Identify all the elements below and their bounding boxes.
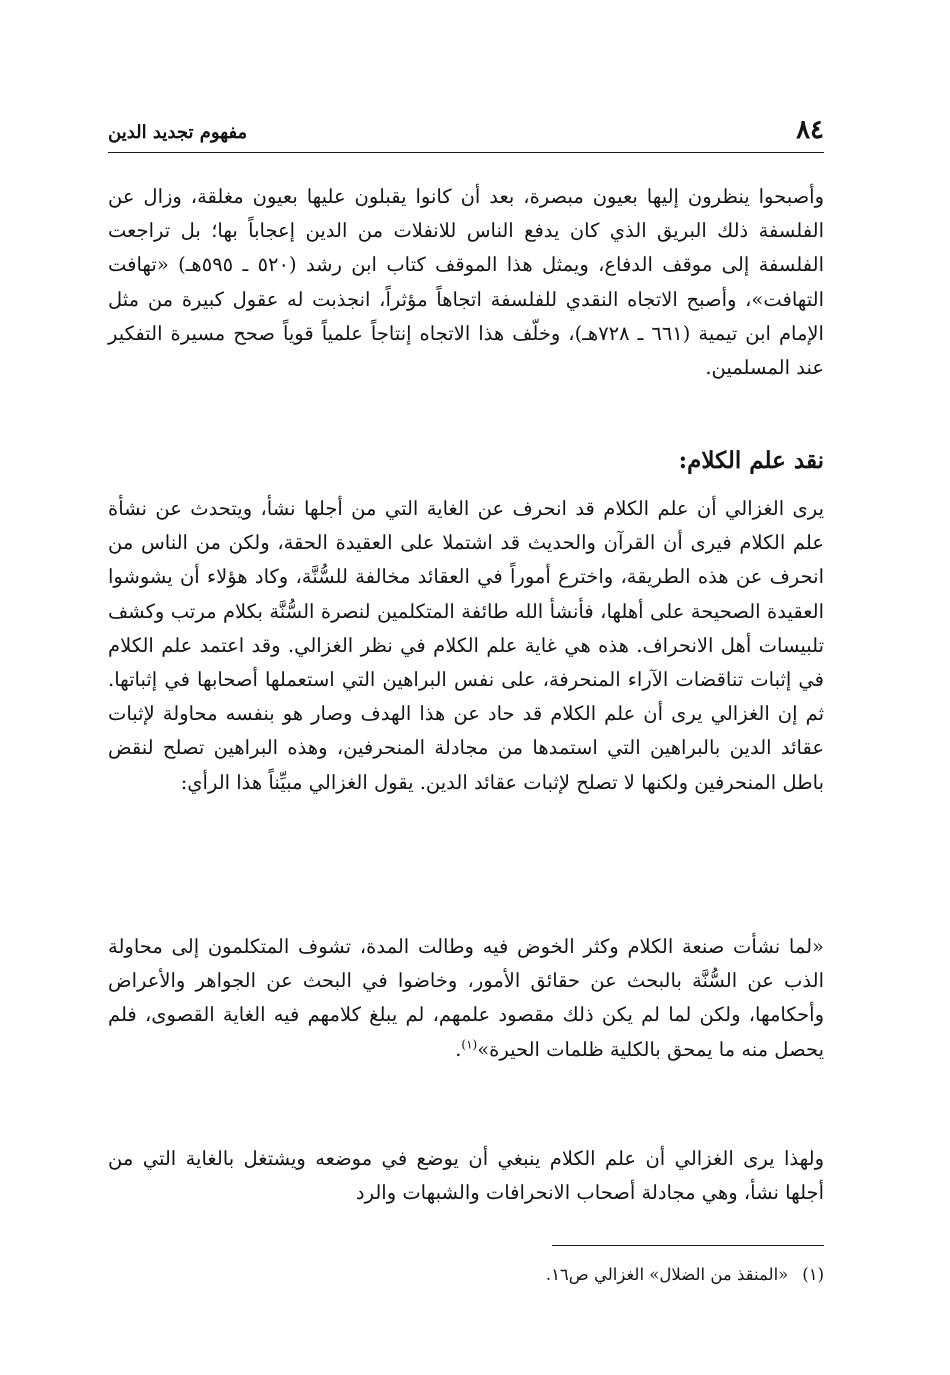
running-header xyxy=(108,112,824,153)
quotation-text: «لما نشأت صنعة الكلام وكثر الخوض فيه وطالت المدة، تشوف المتكلمون إلى محاولة الذب عن السُّنَّة بالبحث عن حقائق الأمور، وخاضوا في البحث عن الجواهر والأعراض وأحكامها، ولكن لما لم يكن ذلك مقصود علمهم، لم يبلغ كلامهم فيه الغاية القصوى، فلم يحصل منه ما يمحق بالكلية ظلمات الحيرة» xyxy=(108,935,824,1061)
footnote-number: (١) xyxy=(802,1265,824,1284)
footnote-divider xyxy=(552,1245,824,1246)
quotation-end: . xyxy=(455,1037,462,1061)
footnote-reference[interactable]: (١) xyxy=(461,1037,478,1052)
running-title: مفهوم تجديد الدين xyxy=(108,122,248,143)
paragraph-ghazali-kalam: يرى الغزالي أن علم الكلام قد انحرف عن الغاية التي من أجلها نشأ، ويتحدث عن نشأة علم الكلام فيرى أن القرآن والحديث قد اشتملا على العقيدة الحقة، ولكن من الناس من انحرف عن هذه الطريقة، واخترع أموراً في العقائد مخالفة للسُّنَّة، وكاد هؤلاء أن يشوشوا العقيدة الصحيحة على أهلها، فأنشأ الله طائفة المتكلمين لنصرة السُّنَّة بكلام مرتب وكشف تلبيسات أهل الانحراف. هذه هي غاية علم الكلام في نظر الغزالي. وقد اعتمد علم الكلام في إثبات تناقضات الآراء المنحرفة، على نفس البراهين التي استعملها أصحابها في إثباتها. ثم إن الغزالي يرى أن علم الكلام قد حاد عن هذا الهدف وصار هو بنفسه محاولة لإثبات عقائد الدين بالبراهين التي استمدها من مجادلة المنحرفين، وهذه البراهين تصلح لنقض باطل المنحرفين ولكنها لا تصلح لإثبات عقائد الدين. يقول الغزالي مبيِّناً هذا الرأي: xyxy=(108,497,824,794)
paragraph-kalam-role: ولهذا يرى الغزالي أن علم الكلام ينبغي أن يوضع في موضعه ويشتغل بالغاية التي من أجلها نشأ، وهي مجادلة أصحاب الانحرافات والشبهات والرد xyxy=(108,1147,824,1205)
footnote xyxy=(124,1262,824,1288)
page-number: ٨٤ xyxy=(796,115,824,145)
quotation-paragraph xyxy=(108,930,824,1067)
footnote-text: «المنقذ من الضلال» الغزالي ص١٦. xyxy=(545,1265,789,1284)
paragraph-philosophy-critique: وأصبحوا ينظرون إليها بعيون مبصرة، بعد أن كانوا يقبلون عليها بعيون مغلقة، وزال عن الفلسفة ذلك البريق الذي كان يدفع الناس للانفلات من الدين إعجاباً بها؛ بل تراجعت الفلسفة إلى موقف الدفاع، ويمثل هذا الموقف كتاب ابن رشد (٥٢٠ ـ ٥٩٥هـ) «تهافت التهافت»، وأصبح الاتجاه النقدي للفلسفة اتجاهاً مؤثراً، انجذبت له عقول كبيرة من مثل الإمام ابن تيمية (٦٦١ ـ ٧٢٨هـ)، وخلّف هذا الاتجاه إنتاجاً علمياً قوياً صحح مسيرة التفكير عند المسلمين. xyxy=(108,185,824,380)
section-heading: نقد علم الكلام: xyxy=(678,447,824,474)
